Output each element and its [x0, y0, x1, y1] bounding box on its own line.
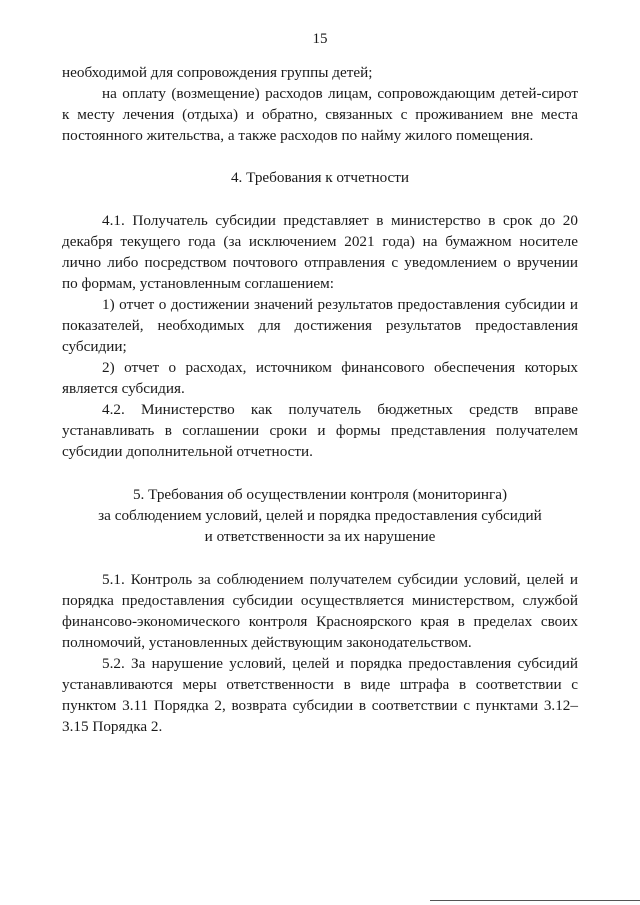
spacer [62, 188, 578, 210]
spacer [62, 462, 578, 484]
section-4-title: 4. Требования к отчетности [230, 169, 410, 186]
paragraph-4-1-item-2: 2) отчет о расходах, источником финансового обеспечения которых является субсидия. [62, 359, 578, 397]
paragraph-intro-1: необходимой для сопровождения группы детей; [62, 64, 373, 81]
paragraph-4-1-item-1: 1) отчет о достижении значений результатов предоставления субсидии и показателей, необходимых для достижения результатов предоставления субсидии; [62, 296, 578, 355]
paragraph-5-1: 5.1. Контроль за соблюдением получателем субсидии условий, целей и порядка предоставления субсидии осуществляется министерством, службой финансово-экономического контроля Красноярского края в пределах своих полномочий, установленных действующим законодательством. [62, 571, 578, 651]
paragraph-4-1: 4.1. Получатель субсидии представляет в министерство в срок до 20 декабря текущего года (за исключением 2021 года) на бумажном носителе лично либо посредством почтового отправления с уведомлением о вручении по формам, установленным соглашением: [62, 212, 578, 292]
page-bottom-rule [430, 900, 640, 901]
paragraph-5-2: 5.2. За нарушение условий, целей и порядка предоставления субсидий устанавливаются меры ответственности в виде штрафа в соответствии с пунктом 3.11 Порядка 2, возврата субсидии в соответствии с пунктами 3.12–3.15 Порядка 2. [62, 655, 578, 735]
page-number: 15 [312, 31, 328, 47]
document-body [62, 62, 578, 737]
section-5-title-line-3: и ответственности за их нарушение [204, 528, 436, 545]
paragraph-4-2: 4.2. Министерство как получатель бюджетных средств вправе устанавливать в соглашении сроки и формы представления получателем субсидии дополнительной отчетности. [62, 401, 578, 460]
spacer [62, 547, 578, 569]
section-5-title-line-1: 5. Требования об осуществлении контроля (мониторинга) [132, 486, 508, 503]
section-5-title-line-2: за соблюдением условий, целей и порядка предоставления субсидий [98, 507, 542, 524]
spacer [62, 146, 578, 167]
paragraph-intro-2: на оплату (возмещение) расходов лицам, сопровождающим детей-сирот к месту лечения (отдыха) и обратно, связанных с проживанием вне места постоянного жительства, а также расходов по найму жилого помещения. [62, 85, 578, 144]
